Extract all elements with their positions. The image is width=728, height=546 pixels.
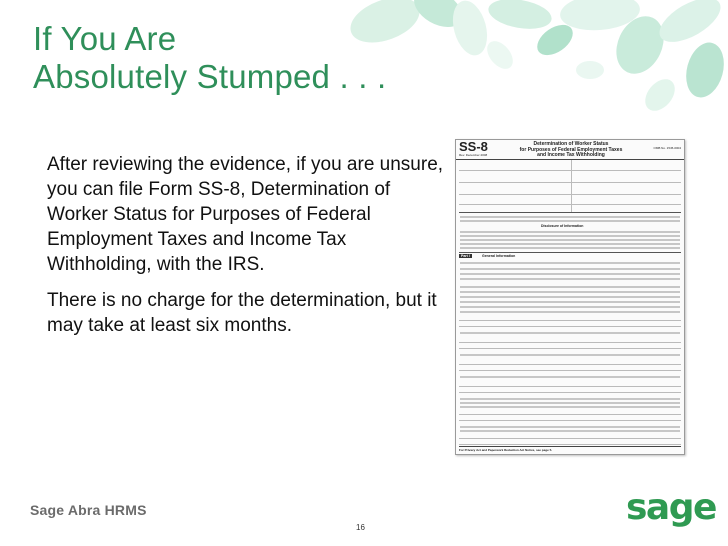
form-text-line xyxy=(460,268,680,270)
form-text-line xyxy=(460,398,680,400)
form-rule xyxy=(459,370,681,371)
form-part-title: General Information xyxy=(482,254,516,258)
form-part-label: Part I xyxy=(461,254,470,258)
form-rule xyxy=(459,252,681,253)
form-rule xyxy=(459,364,681,365)
form-number xyxy=(459,141,488,157)
form-number-text: SS-8 xyxy=(459,139,488,154)
form-rule xyxy=(459,438,681,439)
form-rule xyxy=(459,444,681,445)
form-rule xyxy=(459,386,681,387)
form-text-line xyxy=(460,231,680,233)
form-text-line xyxy=(460,262,680,264)
form-header xyxy=(456,140,684,160)
form-text-line xyxy=(460,301,680,303)
form-text-line xyxy=(460,278,680,280)
form-text-line xyxy=(460,243,680,245)
paragraph-no-charge: There is no charge for the determination, but it may take at least six months. xyxy=(47,290,437,336)
form-rule xyxy=(459,420,681,421)
form-text-line xyxy=(460,235,680,237)
form-text-line xyxy=(460,247,680,249)
form-text-line xyxy=(460,239,680,241)
form-heading-line-2: for Purposes of Federal Employment Taxes xyxy=(519,146,623,153)
sage-logo-text: sage xyxy=(626,487,716,528)
form-text-line xyxy=(460,430,680,432)
form-text-line xyxy=(460,306,680,308)
form-text-line xyxy=(460,216,680,218)
form-rule xyxy=(459,348,681,349)
form-text-line xyxy=(460,286,680,288)
form-text-line xyxy=(460,406,680,408)
paragraph-evidence: After reviewing the evidence, if you are unsure, you can file Form SS-8, Determination of Worker Status for Purposes of Federal Employment Taxes and Income Tax Withholding, with the IRS. xyxy=(47,154,444,275)
form-footer: For Privacy Act and Paperwork Reduction Act Notice, see page 5. xyxy=(459,446,681,452)
form-omb: OMB No. 1545-0004 xyxy=(653,146,681,150)
title-line-2: Absolutely Stumped . . . xyxy=(33,58,387,95)
slide-title xyxy=(33,20,463,96)
form-text-line xyxy=(460,402,680,404)
form-rule xyxy=(459,212,681,213)
form-rule xyxy=(459,170,681,171)
form-text-line xyxy=(460,354,680,356)
sage-logo xyxy=(626,487,716,528)
form-ss8-image xyxy=(455,139,685,455)
form-text-line xyxy=(460,291,680,293)
form-date: Rev. December 2008 xyxy=(459,153,488,157)
form-rule xyxy=(459,204,681,205)
form-text-line xyxy=(460,311,680,313)
form-rule xyxy=(459,392,681,393)
sage-abra-hrms-logo: Sage Abra HRMS xyxy=(30,502,147,518)
form-heading-line-1: Determination of Worker Status xyxy=(533,141,609,147)
body-text xyxy=(47,152,447,349)
form-text-line xyxy=(460,332,680,334)
form-text-line xyxy=(460,376,680,378)
form-rule xyxy=(459,194,681,195)
form-disclosure-heading: Disclosure of Information xyxy=(541,224,584,228)
form-rule xyxy=(459,342,681,343)
form-rule xyxy=(459,320,681,321)
form-rule xyxy=(459,326,681,327)
form-text-line xyxy=(460,273,680,275)
form-text-line xyxy=(460,426,680,428)
slide-number: 16 xyxy=(356,523,365,532)
form-rule xyxy=(459,414,681,415)
form-heading xyxy=(516,142,626,159)
form-rule xyxy=(459,182,681,183)
form-text-line xyxy=(460,220,680,222)
form-text-line xyxy=(460,296,680,298)
title-line-1: If You Are xyxy=(33,20,177,57)
form-heading-line-3: and Income Tax Withholding xyxy=(537,152,605,158)
